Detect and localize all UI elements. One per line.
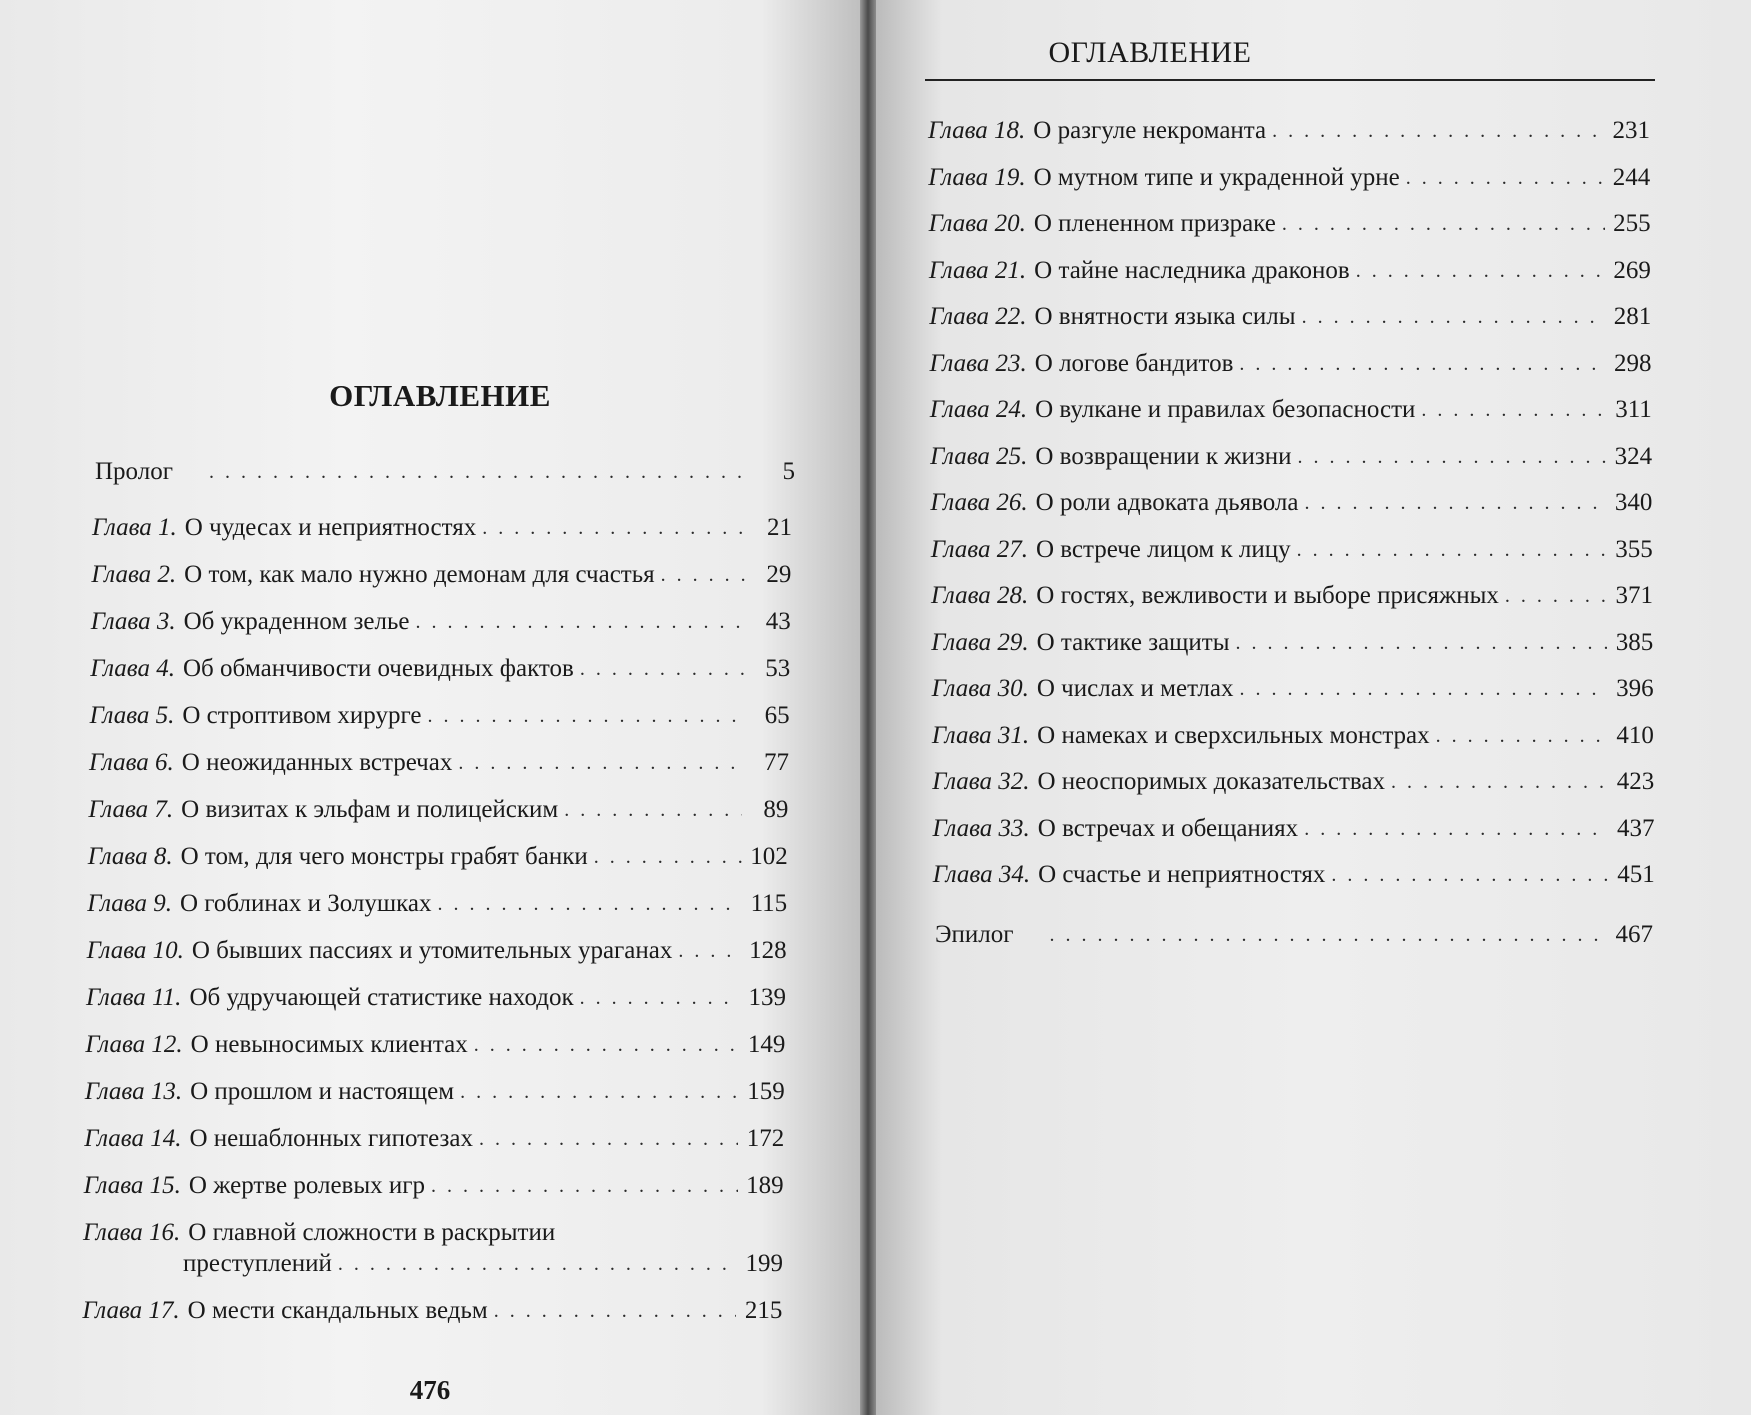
- toc-entry: [929, 299, 1651, 335]
- toc-entry-label: Глава 3.: [90, 608, 176, 635]
- toc-entry-page: 199: [745, 1250, 783, 1277]
- toc-entry-title: О том, как мало нужно демонам для счастья: [184, 561, 655, 588]
- toc-entry-continuation: [183, 1246, 783, 1282]
- toc-leader-dots: [1391, 764, 1608, 800]
- toc-entry-label: Глава 15.: [83, 1172, 181, 1199]
- toc-entry: [931, 578, 1653, 614]
- toc-leader-dots: [564, 792, 742, 828]
- toc-entry: [85, 1074, 785, 1110]
- toc-leader-dots: [678, 933, 740, 969]
- toc-entry-label: Глава 31.: [931, 721, 1030, 749]
- toc-entry-label: Глава 23.: [929, 349, 1027, 377]
- toc-leader-dots: [209, 454, 749, 490]
- toc-entry: [91, 557, 791, 593]
- toc-entry: [91, 604, 791, 640]
- toc-entry: [88, 839, 788, 875]
- toc-entry: [933, 811, 1655, 847]
- toc-entry-page: 423: [1616, 768, 1655, 795]
- toc-entry: [930, 485, 1652, 521]
- toc-entry: [86, 980, 786, 1016]
- toc-leader-dots: [580, 651, 744, 687]
- toc-entry-label: Глава 4.: [90, 655, 175, 682]
- toc-entry-title: Об обманчивости очевидных фактов: [182, 655, 574, 682]
- toc-leader-dots: [1239, 671, 1607, 707]
- toc-leader-dots: [1298, 439, 1607, 475]
- toc-entry-page: 467: [1615, 921, 1653, 948]
- toc-leader-dots: [580, 980, 740, 1016]
- toc-entry-page: 215: [744, 1297, 783, 1324]
- toc-entry-title: О вулкане и правилах безопасности: [1035, 396, 1416, 423]
- toc-leader-dots: [1505, 578, 1607, 614]
- toc-entry: [932, 671, 1654, 707]
- toc-entry-page: 298: [1614, 349, 1652, 377]
- toc-entry-page: 189: [746, 1172, 784, 1199]
- toc-entry: [932, 718, 1654, 754]
- toc-leader-dots: [428, 698, 744, 734]
- toc-entry-title: О встрече лицом к лицу: [1035, 535, 1291, 563]
- toc-entry-label: Глава 11.: [86, 984, 182, 1011]
- toc-entry-page: 311: [1615, 396, 1652, 423]
- toc-leader-dots: [431, 1168, 738, 1204]
- toc-leader-dots: [1406, 160, 1605, 196]
- toc-entry-label: Глава 27.: [930, 535, 1028, 563]
- toc-prologue: [95, 454, 795, 490]
- toc-entry-label: Глава 20.: [928, 210, 1026, 237]
- toc-entry-page: 128: [749, 937, 787, 964]
- toc-entry-page: 255: [1613, 210, 1651, 237]
- toc-leader-dots: [482, 510, 746, 546]
- toc-entry-label: Глава 18.: [928, 117, 1026, 144]
- toc-entry: [82, 1293, 782, 1329]
- toc-leader-dots: [1297, 532, 1607, 568]
- toc-leader-dots: [1304, 811, 1608, 847]
- toc-entry-label: Глава 1.: [92, 514, 177, 541]
- toc-leader-dots: [1050, 917, 1608, 953]
- toc-entry-page: 29: [766, 561, 792, 588]
- toc-entry-title: О числах и метлах: [1036, 675, 1234, 702]
- toc-entry-page: 21: [767, 514, 792, 541]
- toc-entry-page: 451: [1617, 861, 1655, 888]
- toc-epilogue: [935, 917, 1653, 953]
- toc-entry-label: Глава 2.: [91, 561, 177, 588]
- toc-entry-title: О неоспоримых доказательствах: [1037, 768, 1385, 795]
- toc-entry: [90, 698, 790, 734]
- toc-entry-page: 385: [1615, 628, 1654, 656]
- toc-entry: [90, 651, 790, 687]
- toc-entry: [933, 857, 1655, 893]
- toc-entry-title: О гоблинах и Золушках: [179, 890, 432, 917]
- toc-entry-page: 53: [765, 655, 791, 682]
- toc-entry-title: О логове бандитов: [1034, 349, 1234, 377]
- toc-entry-title: О нешаблонных гипотезах: [189, 1125, 473, 1152]
- toc-entry-label: Глава 29.: [931, 628, 1029, 656]
- toc-entry-title: О бывших пассиях и утомительных ураганах: [191, 937, 673, 964]
- toc-entry-label: Глава 16.: [83, 1219, 181, 1246]
- toc-entry-title: О чудесах и неприятностях: [184, 514, 477, 541]
- toc-entry: [928, 113, 1650, 149]
- toc-entry-title: О жертве ролевых игр: [188, 1172, 426, 1199]
- toc-entry-label: Глава 32.: [932, 768, 1030, 795]
- toc-entry-label: Глава 6.: [89, 749, 174, 776]
- toc-leader-dots: [1436, 718, 1608, 754]
- book-gutter: [860, 0, 876, 1415]
- toc-entry-label: Глава 9.: [87, 890, 172, 917]
- toc-entry: [84, 1168, 784, 1204]
- toc-leader-dots: [458, 745, 743, 781]
- toc-leader-dots: [415, 604, 744, 640]
- toc-entry: [930, 439, 1652, 475]
- toc-entry-page: 89: [763, 796, 789, 823]
- toc-entry: [931, 625, 1653, 661]
- toc-entry-label: Глава 13.: [84, 1078, 183, 1105]
- toc-entry: [87, 933, 787, 969]
- header-rule: [925, 79, 1655, 81]
- toc-entry-page: 77: [764, 749, 789, 776]
- toc-entry-title: О встречах и обещаниях: [1037, 814, 1299, 842]
- toc-entry: [929, 206, 1651, 242]
- toc-entry-label: Глава 17.: [82, 1297, 180, 1324]
- toc-leader-dots: [460, 1074, 739, 1110]
- toc-entry: [932, 764, 1654, 800]
- toc-entry-title: О внятности языка силы: [1034, 303, 1296, 330]
- toc-entry-title: О тайне наследника драконов: [1034, 256, 1350, 284]
- toc-entry-label: Глава 21.: [928, 256, 1027, 284]
- toc-entry-page: 269: [1613, 256, 1651, 284]
- toc-entry-title: О том, для чего монстры грабят банки: [180, 843, 588, 870]
- toc-entry-title: О счастье и неприятностях: [1038, 861, 1326, 888]
- toc-entry-page: 244: [1612, 163, 1651, 191]
- left-page-title: ОГЛАВЛЕНИЕ: [329, 378, 551, 413]
- toc-leader-dots: [1302, 299, 1606, 335]
- toc-entry-label: Глава 19.: [928, 163, 1026, 191]
- toc-leader-dots: [1331, 857, 1608, 893]
- toc-leader-dots: [1421, 392, 1605, 428]
- toc-entry-label: Глава 30.: [931, 675, 1029, 702]
- running-header: ОГЛАВЛЕНИЕ: [1048, 36, 1252, 69]
- toc-entry-page: 102: [750, 843, 788, 870]
- toc-entry-page: 324: [1614, 442, 1653, 470]
- toc-entry: [930, 392, 1652, 428]
- toc-entry-title: О главной сложности в раскрытии: [188, 1219, 556, 1246]
- toc-entry-title: О гостях, вежливости и выборе присяжных: [1036, 582, 1499, 609]
- toc-entry: [89, 745, 789, 781]
- toc-entry: [928, 160, 1650, 196]
- toc-entry: [85, 1027, 785, 1063]
- toc-leader-dots: [1272, 113, 1604, 149]
- toc-entry-page: 115: [750, 890, 788, 917]
- toc-leader-dots: [1236, 625, 1608, 661]
- toc-entry-title: О неожиданных встречах: [181, 749, 453, 776]
- toc-entry-label: Глава 7.: [88, 796, 174, 823]
- toc-entry: [929, 253, 1651, 289]
- toc-entry-title: О разгуле некроманта: [1033, 117, 1267, 144]
- toc-entry-title: Пролог: [95, 458, 173, 485]
- toc-entry-label: Глава 10.: [86, 937, 184, 964]
- toc-entry-title: Об удручающей статистике находок: [189, 984, 574, 1011]
- toc-entry-title: О строптивом хирурге: [182, 702, 422, 729]
- toc-entry-page: 396: [1616, 675, 1654, 702]
- toc-entry-title: О плененном призраке: [1033, 210, 1276, 237]
- toc-entry-title: О мести скандальных ведьм: [187, 1297, 488, 1324]
- toc-entry-title: О визитах к эльфам и полицейским: [181, 796, 559, 823]
- toc-leader-dots: [438, 886, 742, 922]
- toc-entry: [931, 532, 1653, 568]
- toc-leader-dots: [494, 1293, 737, 1329]
- toc-leader-dots: [1282, 206, 1605, 242]
- toc-entry-title: О тактике защиты: [1036, 628, 1230, 656]
- toc-entry: [88, 792, 788, 828]
- toc-entry-page: 159: [747, 1078, 785, 1105]
- toc-entry-label: Глава 34.: [932, 861, 1031, 888]
- toc-entry-page: 410: [1616, 721, 1654, 749]
- toc-entry-label: Глава 22.: [929, 303, 1027, 330]
- toc-entry-label: Глава 5.: [89, 702, 175, 729]
- toc-leader-dots: [479, 1121, 738, 1157]
- toc-entry: [930, 346, 1652, 382]
- toc-entry-title: О невыносимых клиентах: [190, 1031, 468, 1058]
- toc-entry-title: Об украденном зелье: [183, 608, 410, 635]
- toc-entry-label: Глава 14.: [84, 1125, 182, 1152]
- toc-leader-dots: [594, 839, 742, 875]
- toc-leader-dots: [1356, 253, 1605, 289]
- toc-entry-label: Глава 25.: [930, 442, 1028, 470]
- toc-entry: [84, 1121, 784, 1157]
- toc-leader-dots: [474, 1027, 740, 1063]
- toc-entry-title: Эпилог: [935, 921, 1014, 948]
- toc-entry-page: 43: [765, 608, 791, 635]
- toc-entry-label: Глава 28.: [931, 582, 1029, 609]
- toc-entry-title: О возвращении к жизни: [1035, 442, 1292, 470]
- toc-entry-label: Глава 12.: [85, 1031, 183, 1058]
- toc-entry-title: О прошлом и настоящем: [190, 1078, 455, 1105]
- toc-entry-label: Глава 8.: [87, 843, 173, 870]
- toc-entry-title: О мутном типе и украденной урне: [1033, 163, 1400, 191]
- toc-leader-dots: [661, 557, 746, 593]
- toc-entry-page: 371: [1615, 582, 1653, 609]
- toc-entry-page: 65: [764, 702, 790, 729]
- toc-entry-label: Глава 24.: [929, 396, 1028, 423]
- toc-entry-page: 139: [748, 984, 786, 1011]
- toc-entry-page: 149: [747, 1031, 786, 1058]
- toc-entry-page: 355: [1615, 535, 1653, 563]
- toc-leader-dots: [1239, 346, 1605, 382]
- page-number: 476: [409, 1375, 451, 1405]
- toc-leader-dots: [1305, 485, 1607, 521]
- toc-entry-page: 437: [1617, 814, 1655, 842]
- toc-entry-title: О намеках и сверхсильных монстрах: [1037, 721, 1430, 749]
- toc-entry: [87, 886, 787, 922]
- toc-entry-label: Глава 33.: [932, 814, 1030, 842]
- toc-entry-page: 172: [746, 1125, 785, 1152]
- toc-entry-page: 5: [782, 458, 795, 485]
- toc-entry-title-cont: преступлений: [183, 1250, 332, 1277]
- toc-entry-page: 340: [1614, 489, 1653, 516]
- toc-entry: [92, 510, 792, 546]
- toc-leader-dots: [338, 1246, 737, 1282]
- toc-entry-label: Глава 26.: [930, 489, 1028, 516]
- toc-entry-page: 231: [1612, 117, 1650, 144]
- toc-entry-page: 281: [1613, 303, 1652, 330]
- toc-entry-title: О роли адвоката дьявола: [1035, 489, 1299, 516]
